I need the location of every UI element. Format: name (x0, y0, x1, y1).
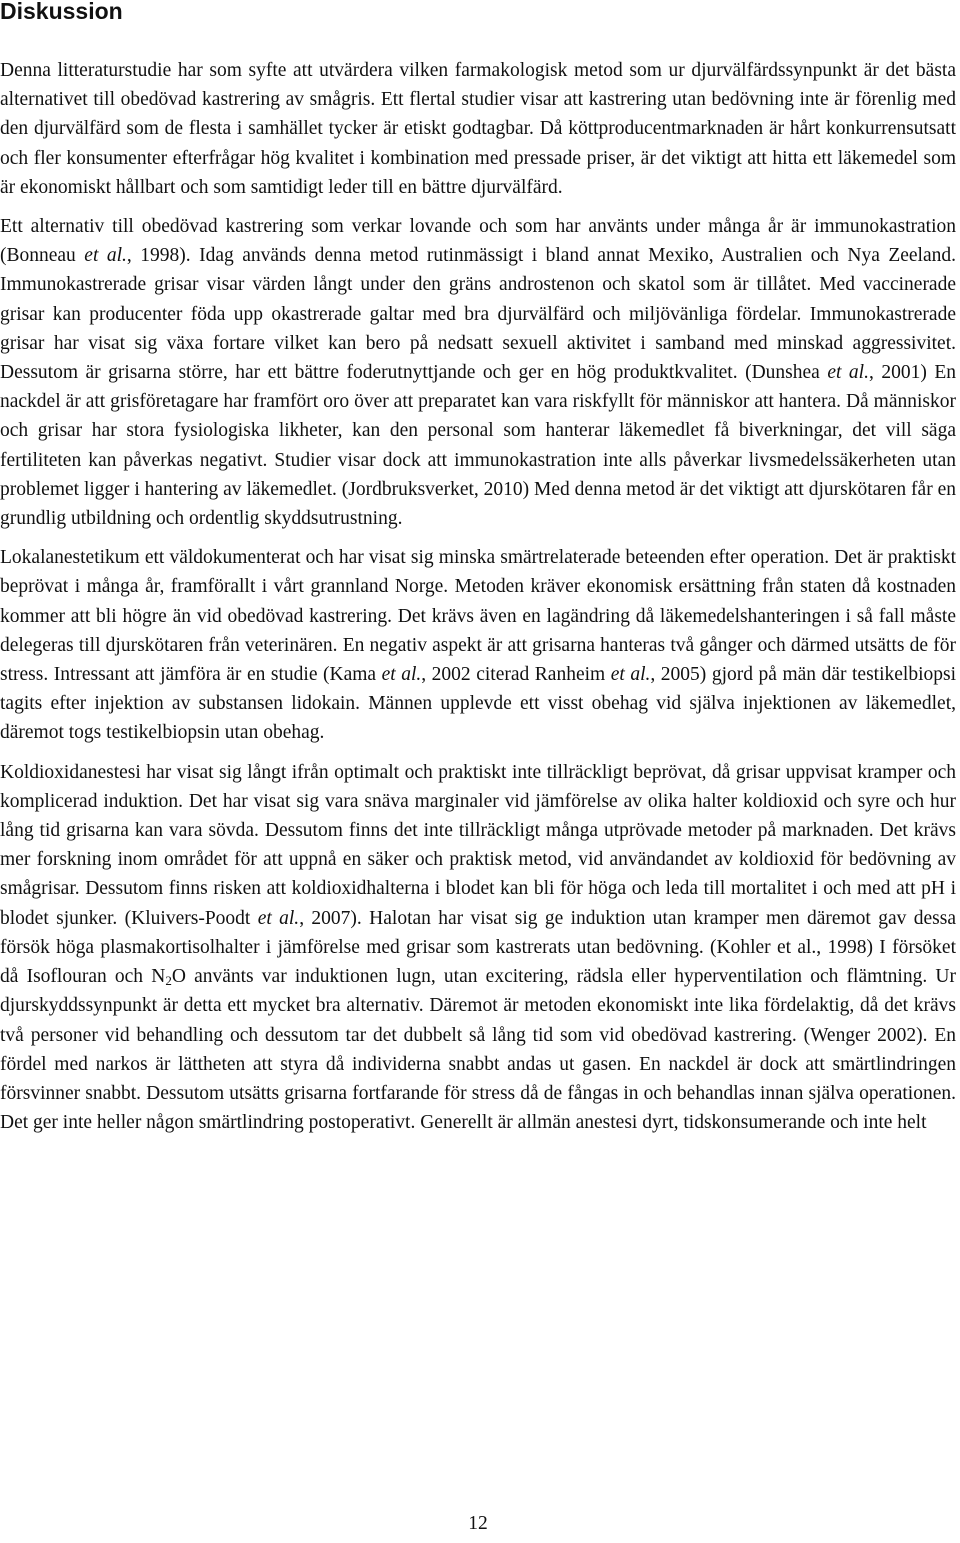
paragraph-text: , 2007). Halotan har visat sig ge induktion utan kramper men däremot gav dessa försök höga plasmakortisolhalter i jämförelse med grisar som kastrerats utan bedövning. (Kohler et al., 1998) I försöket då Isoflouran och N (0, 907, 956, 988)
paragraph-text: Ett alternativ till obedövad kastrering som verkar lovande och som har använts under många år är immunokastration (Bonneau (0, 216, 956, 267)
body-text (0, 56, 956, 1147)
paragraph-3 (0, 543, 956, 747)
citation-etal: et al. (827, 362, 869, 384)
citation-etal: et al. (257, 907, 300, 929)
citation-etal: et al. (84, 245, 127, 267)
paragraph-text: , 1998). Idag används denna metod rutinmässigt i bland annat Mexiko, Australien och Nya Zeeland. Immunokastrerade grisar visar värden långt under den gräns androstenon och skatol som är tillåtet. Med vaccinerade grisar kan producenter föda upp okastrerade galtar med bra djurvälfärd och miljövänliga fördelar. Immunokastrerade grisar har visat sig växa fortare vilket kan bero på nedsatt sexuell aktivitet i samband med minskad aggressivitet. Dessutom är grisarna större, har ett bättre foderutnyttjande och ger en hög produktkvalitet. (Dunshea (0, 245, 956, 384)
paragraph-text: , 2001) En nackdel är att grisföretagare har framfört oro över att preparatet kan vara riskfyllt för människor att hantera. Då människor och grisar har stora fysiologiska likheter, kan den personal som hanterar läkemedlet få biverkningar, det vill säga fertiliteten kan påverkas negativt. Studier visar dock att immunokastration inte alls påverkar livsmedelssäkerheten utan problemet ligger i hantering av läkemedlet. (Jordbruksverket, 2010) Med denna metod är det viktigt att djurskötaren får en grundlig utbildning och ordentlig skyddsutrustning. (0, 362, 956, 530)
subscript-2: 2 (165, 973, 172, 989)
paragraph-2 (0, 212, 956, 533)
paragraph-text: Denna litteraturstudie har som syfte att utvärdera vilken farmakologisk metod som ur djurvälfärdssynpunkt är det bästa alternativet till obedövad kastrering av smågris. Ett flertal studier visar att kastrering utan bedövning inte är förenlig med den djurvälfärd som de flesta i samhället tycker är etiskt godtagbar. Då köttproducentmarknaden är hårt konkurrensutsatt och fler konsumenter efterfrågar hög kvalitet i kombination med pressade priser, är det viktigt att hitta ett läkemedel som är ekonomiskt hållbart och som samtidigt leder till en bättre djurvälfärd. (0, 60, 956, 198)
citation-etal: et al. (610, 664, 651, 686)
paragraph-text: O använts var induktionen lugn, utan excitering, rädsla eller hyperventilation och flämtning. Ur djurskyddssynpunkt är detta ett mycket bra alternativ. Däremot är metoden ekonomiskt inte lika fördelaktig, då det krävs två personer vid behandling och dessutom tar det dubbelt så lång tid som vid obedövad kastrering. (Wenger 2002). En fördel med narkos är lättheten att styra då individerna snabbt andas ut gasen. En nackdel är dock att smärtlindringen försvinner snabbt. Dessutom utsätts grisarna fortfarande för stress då de fångas in och behandlas innan själva operationen. Det ger inte heller någon smärtlindring postoperativt. Generellt är allmän anestesi dyrt, tidskonsumerande och inte helt (0, 966, 956, 1134)
paragraph-text: Koldioxidanestesi har visat sig långt ifrån optimalt och praktiskt inte tillräckligt beprövat, då grisar uppvisat kramper och komplicerad induktion. Det har visat sig vara snäva marginaler vid jämförelse av olika halter koldioxid och syre och hur lång tid grisarna kan vara sövda. Dessutom finns det inte tillräckligt många utprövade metoder på marknaden. Det krävs mer forskning inom området för att uppnå en säker och praktisk metod, vid användandet av koldioxid för bedövning av smågrisar. Dessutom finns risken att koldioxidhalterna i blodet kan bli för höga och leda till mortalitet i och med att pH i blodet sjunker. (Kluivers-Poodt (0, 761, 956, 929)
paragraph-text: , 2002 citerad Ranheim (421, 664, 611, 686)
paragraph-text: , 2005) gjord på män där testikelbiopsi tagits efter injektion av substansen lidokain. Männen upplevde ett visst obehag vid själva injektionen av läkemedlet, däremot togs testikelbiopsin utan obehag. (0, 664, 956, 744)
paragraph-1 (0, 56, 956, 202)
section-heading: Diskussion (0, 0, 123, 24)
page-number: 12 (468, 1513, 488, 1534)
citation-etal: et al. (381, 664, 422, 686)
paragraph-text: Lokalanestetikum ett väldokumenterat och har visat sig minska smärtrelaterade beteenden efter operation. Det är praktiskt beprövat i många år, framförallt i vårt grannland Norge. Metoden kräver ekonomisk ersättning från staten då kostnaden kommer att bli högre än vid obedövad kastrering. Det krävs även en lagändring då läkemedelshanteringen i så fall måste delegeras till djurskötaren från veterinären. En negativ aspekt är att grisarna hanteras två gånger och därmed utsätts de för stress. Intressant att jämföra är en studie (Kama (0, 547, 956, 686)
paragraph-4 (0, 758, 956, 1138)
